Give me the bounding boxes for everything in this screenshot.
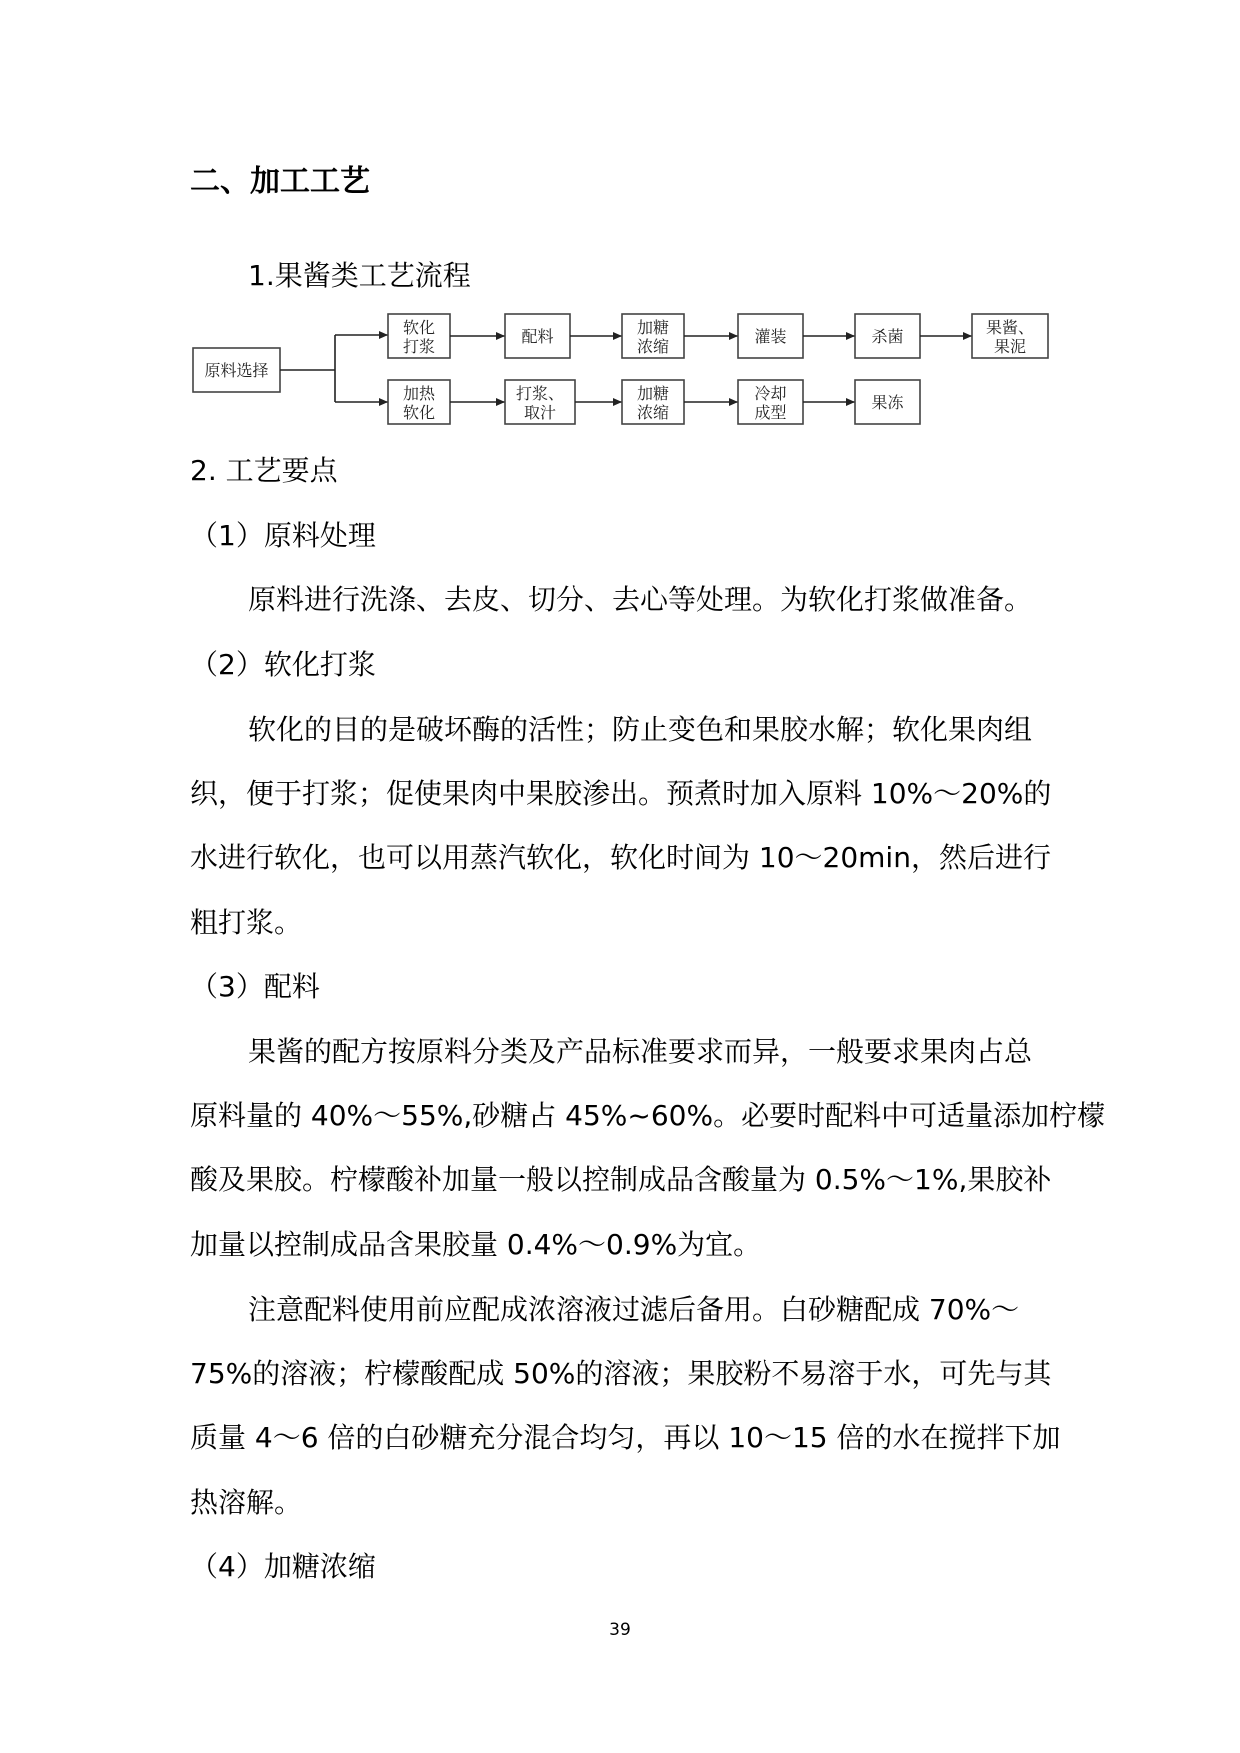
paragraph-1-text: 原料进行洗涤、去皮、切分、去心等处理。为软化打浆做准备。 — [248, 583, 1033, 616]
subsection-title-process-flow: 1.果酱类工艺流程 — [248, 259, 471, 292]
flow-box-label: 冷却 — [754, 384, 787, 403]
flow-box-label: 杀菌 — [871, 327, 904, 346]
flow-box-label: 配料 — [521, 327, 554, 346]
paragraph-3-line: 酸及果胶。柠檬酸补加量一般以控制成品含酸量为 0.5%～1%,果胶补 — [190, 1163, 1052, 1196]
paragraph-2-line: 粗打浆。 — [190, 906, 303, 939]
paragraph-3-line: 原料量的 40%～55%,砂糖占 45%~60%。必要时配料中可适量添加柠檬 — [190, 1099, 1106, 1132]
flow-box-label: 打浆 — [402, 337, 436, 356]
flow-box-label: 加糖 — [636, 318, 670, 337]
flow-box-label: 浓缩 — [636, 403, 670, 422]
flow-box-label: 浓缩 — [636, 337, 670, 356]
paragraph-title-3: （3）配料 — [190, 970, 320, 1003]
flow-box-label: 果酱、 — [985, 318, 1035, 337]
paragraph-3b-line: 注意配料使用前应配成浓溶液过滤后备用。白砂糖配成 70%～ — [248, 1293, 1020, 1326]
process-flowchart — [0, 0, 1240, 460]
flow-box-label: 打浆、 — [515, 384, 565, 403]
flow-row-2 — [388, 380, 920, 424]
flow-box-label: 成型 — [754, 403, 787, 422]
flow-row-1 — [388, 314, 1048, 358]
page-number: 39 — [609, 1620, 631, 1640]
flow-box-label: 加糖 — [636, 384, 670, 403]
paragraph-3-line: 果酱的配方按原料分类及产品标准要求而异，一般要求果肉占总 — [248, 1035, 1033, 1068]
flow-box-label: 加热 — [402, 384, 436, 403]
flow-box-label: 软化 — [402, 403, 436, 422]
paragraph-title-2: （2）软化打浆 — [190, 648, 376, 681]
paragraph-3b-line: 75%的溶液；柠檬酸配成 50%的溶液；果胶粉不易溶于水，可先与其 — [190, 1357, 1052, 1390]
paragraph-3b-line: 热溶解。 — [190, 1486, 303, 1519]
flow-box-label: 灌装 — [754, 327, 787, 346]
flow-box-start-label: 原料选择 — [204, 361, 269, 380]
subsection-title-key-points: 2. 工艺要点 — [190, 454, 338, 487]
paragraph-2-line: 水进行软化，也可以用蒸汽软化，软化时间为 10～20min，然后进行 — [190, 841, 1051, 874]
paragraph-3-line: 加量以控制成品含果胶量 0.4%～0.9%为宜。 — [190, 1228, 762, 1261]
paragraph-title-4: （4）加糖浓缩 — [190, 1550, 376, 1583]
flow-box-label: 果冻 — [871, 393, 904, 412]
paragraph-3b-line: 质量 4～6 倍的白砂糖充分混合均匀，再以 10～15 倍的水在搅拌下加 — [190, 1421, 1061, 1454]
paragraph-title-1: （1）原料处理 — [190, 519, 376, 552]
section-heading: 二、加工工艺 — [190, 164, 370, 199]
flow-box-label: 取汁 — [523, 403, 557, 422]
paragraph-2-line: 软化的目的是破坏酶的活性；防止变色和果胶水解；软化果肉组 — [248, 713, 1033, 746]
flow-box-label: 软化 — [402, 318, 436, 337]
paragraph-2-line: 织，便于打浆；促使果肉中果胶渗出。预煮时加入原料 10%～20%的 — [190, 777, 1052, 810]
flow-box-label: 果泥 — [993, 337, 1027, 356]
